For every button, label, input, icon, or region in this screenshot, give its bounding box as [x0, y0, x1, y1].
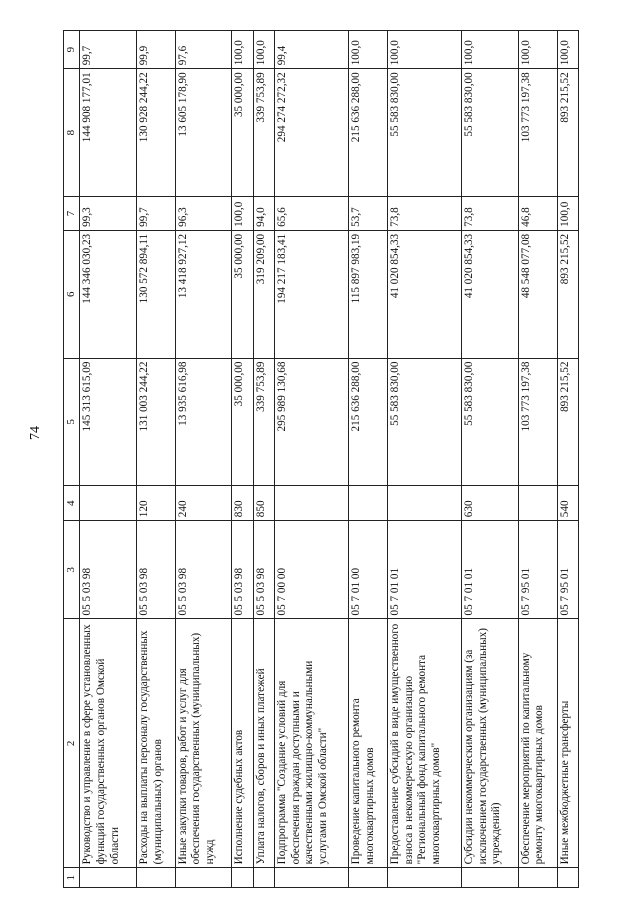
empty-cell	[253, 868, 274, 888]
row-fact-amount: 319 209,00	[253, 230, 274, 358]
row-plan-amount: 55 583 830,00	[388, 358, 462, 486]
row-code: 05 7 95 01	[557, 521, 578, 619]
row-name: Субсидии некоммерческим организациям (за исключением государственных (муниципальных) учреждений)	[462, 619, 518, 868]
row-percent: 100,0	[232, 197, 253, 231]
row-code: 05 7 01 01	[388, 521, 462, 619]
row-expense-type: 630	[462, 486, 518, 521]
empty-cell	[518, 868, 557, 888]
row-code: 05 7 00 00	[275, 521, 349, 619]
row-name: Иные закупки товаров, работ и услуг для обеспечения государственных (муниципальных) нужд	[175, 619, 231, 868]
table-row	[349, 31, 388, 888]
row-amount-8: 144 908 177,01	[80, 69, 136, 197]
row-percent: 53,7	[349, 197, 388, 231]
row-fact-amount: 48 548 077,08	[518, 230, 557, 358]
table-row	[136, 31, 175, 888]
header-cell: 4	[64, 486, 80, 521]
row-percent: 65,6	[275, 197, 349, 231]
row-percent-9: 100,0	[518, 31, 557, 69]
row-amount-8: 55 583 830,00	[388, 69, 462, 197]
row-name: Исполнение судебных актов	[232, 619, 253, 868]
row-code: 05 7 95 01	[518, 521, 557, 619]
empty-cell	[557, 868, 578, 888]
header-cell: 2	[64, 619, 80, 868]
row-name: Подпрограмма "Создание условий для обеспечения граждан доступными и качественными жилищно-коммунальными услугами в Омской области"	[275, 619, 349, 868]
empty-cell	[80, 868, 136, 888]
row-percent: 46,8	[518, 197, 557, 231]
row-percent-9: 99,9	[136, 31, 175, 69]
row-percent-9: 97,6	[175, 31, 231, 69]
empty-cell	[136, 868, 175, 888]
row-code: 05 5 03 98	[253, 521, 274, 619]
row-amount-8: 130 928 244,22	[136, 69, 175, 197]
row-fact-amount: 115 897 983,19	[349, 230, 388, 358]
table-row	[462, 31, 518, 888]
header-cell: 1	[64, 868, 80, 888]
table-row	[232, 31, 253, 888]
rotated-table-container	[63, 30, 579, 888]
header-cell: 9	[64, 31, 80, 69]
row-percent-9: 99,7	[80, 31, 136, 69]
row-name: Иные межбюджетные трансферты	[557, 619, 578, 868]
row-fact-amount: 130 572 894,11	[136, 230, 175, 358]
row-amount-8: 55 583 830,00	[462, 69, 518, 197]
row-fact-amount: 41 020 854,33	[462, 230, 518, 358]
row-expense-type	[275, 486, 349, 521]
row-name: Руководство и управление в сфере установленных функций государственных органов Омской области	[80, 619, 136, 868]
row-percent-9: 100,0	[232, 31, 253, 69]
page-number: 74	[28, 426, 43, 440]
row-fact-amount: 41 020 854,33	[388, 230, 462, 358]
row-percent-9: 100,0	[462, 31, 518, 69]
row-fact-amount: 893 215,52	[557, 230, 578, 358]
row-name: Обеспечение мероприятий по капитальному ремонту многоквартирных домов	[518, 619, 557, 868]
empty-cell	[462, 868, 518, 888]
row-plan-amount: 35 000,00	[232, 358, 253, 486]
row-amount-8: 103 773 197,38	[518, 69, 557, 197]
header-cell: 8	[64, 69, 80, 197]
row-plan-amount: 893 215,52	[557, 358, 578, 486]
row-amount-8: 294 274 272,32	[275, 69, 349, 197]
row-plan-amount: 13 935 616,98	[175, 358, 231, 486]
row-code: 05 7 01 00	[349, 521, 388, 619]
table-row	[175, 31, 231, 888]
row-expense-type: 120	[136, 486, 175, 521]
empty-cell	[349, 868, 388, 888]
header-cell: 5	[64, 358, 80, 486]
row-plan-amount: 215 636 288,00	[349, 358, 388, 486]
row-amount-8: 215 636 288,00	[349, 69, 388, 197]
row-percent: 73,8	[462, 197, 518, 231]
table-row	[557, 31, 578, 888]
row-code: 05 5 03 98	[232, 521, 253, 619]
row-amount-8: 35 000,00	[232, 69, 253, 197]
header-cell: 3	[64, 521, 80, 619]
row-expense-type	[518, 486, 557, 521]
row-plan-amount: 55 583 830,00	[462, 358, 518, 486]
table-row	[80, 31, 136, 888]
row-code: 05 5 03 98	[175, 521, 231, 619]
row-name: Уплата налогов, сборов и иных платежей	[253, 619, 274, 868]
row-expense-type	[349, 486, 388, 521]
row-percent: 100,0	[557, 197, 578, 231]
row-plan-amount: 339 753,89	[253, 358, 274, 486]
row-percent-9: 100,0	[253, 31, 274, 69]
empty-cell	[275, 868, 349, 888]
row-plan-amount: 103 773 197,38	[518, 358, 557, 486]
row-fact-amount: 35 000,00	[232, 230, 253, 358]
row-code: 05 7 01 01	[462, 521, 518, 619]
header-cell: 7	[64, 197, 80, 231]
row-percent-9: 99,4	[275, 31, 349, 69]
row-expense-type	[388, 486, 462, 521]
table-row	[388, 31, 462, 888]
row-expense-type: 240	[175, 486, 231, 521]
empty-cell	[175, 868, 231, 888]
row-code: 05 5 03 98	[136, 521, 175, 619]
row-percent-9: 100,0	[388, 31, 462, 69]
empty-cell	[232, 868, 253, 888]
row-name: Предоставление субсидий в виде имущественного взноса в некоммерческую организацию "Региональный фонд капитального ремонта многоквартирных домов"	[388, 619, 462, 868]
row-expense-type	[80, 486, 136, 521]
row-percent: 99,7	[136, 197, 175, 231]
row-code: 05 5 03 98	[80, 521, 136, 619]
row-expense-type: 850	[253, 486, 274, 521]
row-fact-amount: 13 418 927,12	[175, 230, 231, 358]
row-plan-amount: 295 989 130,68	[275, 358, 349, 486]
table-row	[275, 31, 349, 888]
row-plan-amount: 145 313 615,09	[80, 358, 136, 486]
row-percent: 94,0	[253, 197, 274, 231]
row-amount-8: 13 605 178,90	[175, 69, 231, 197]
table-row	[518, 31, 557, 888]
budget-table	[63, 30, 579, 888]
row-plan-amount: 131 003 244,22	[136, 358, 175, 486]
row-name: Проведение капитального ремонта многоквартирных домов	[349, 619, 388, 868]
table-row	[253, 31, 274, 888]
row-percent-9: 100,0	[349, 31, 388, 69]
row-expense-type: 540	[557, 486, 578, 521]
row-amount-8: 339 753,89	[253, 69, 274, 197]
table-body	[80, 31, 579, 888]
header-row	[64, 31, 80, 888]
row-percent: 99,3	[80, 197, 136, 231]
row-percent: 73,8	[388, 197, 462, 231]
row-percent-9: 100,0	[557, 31, 578, 69]
row-expense-type: 830	[232, 486, 253, 521]
header-cell: 6	[64, 230, 80, 358]
row-amount-8: 893 215,52	[557, 69, 578, 197]
row-fact-amount: 144 346 030,23	[80, 230, 136, 358]
row-fact-amount: 194 217 183,41	[275, 230, 349, 358]
empty-cell	[388, 868, 462, 888]
row-percent: 96,3	[175, 197, 231, 231]
row-name: Расходы на выплаты персоналу государственных (муниципальных) органов	[136, 619, 175, 868]
